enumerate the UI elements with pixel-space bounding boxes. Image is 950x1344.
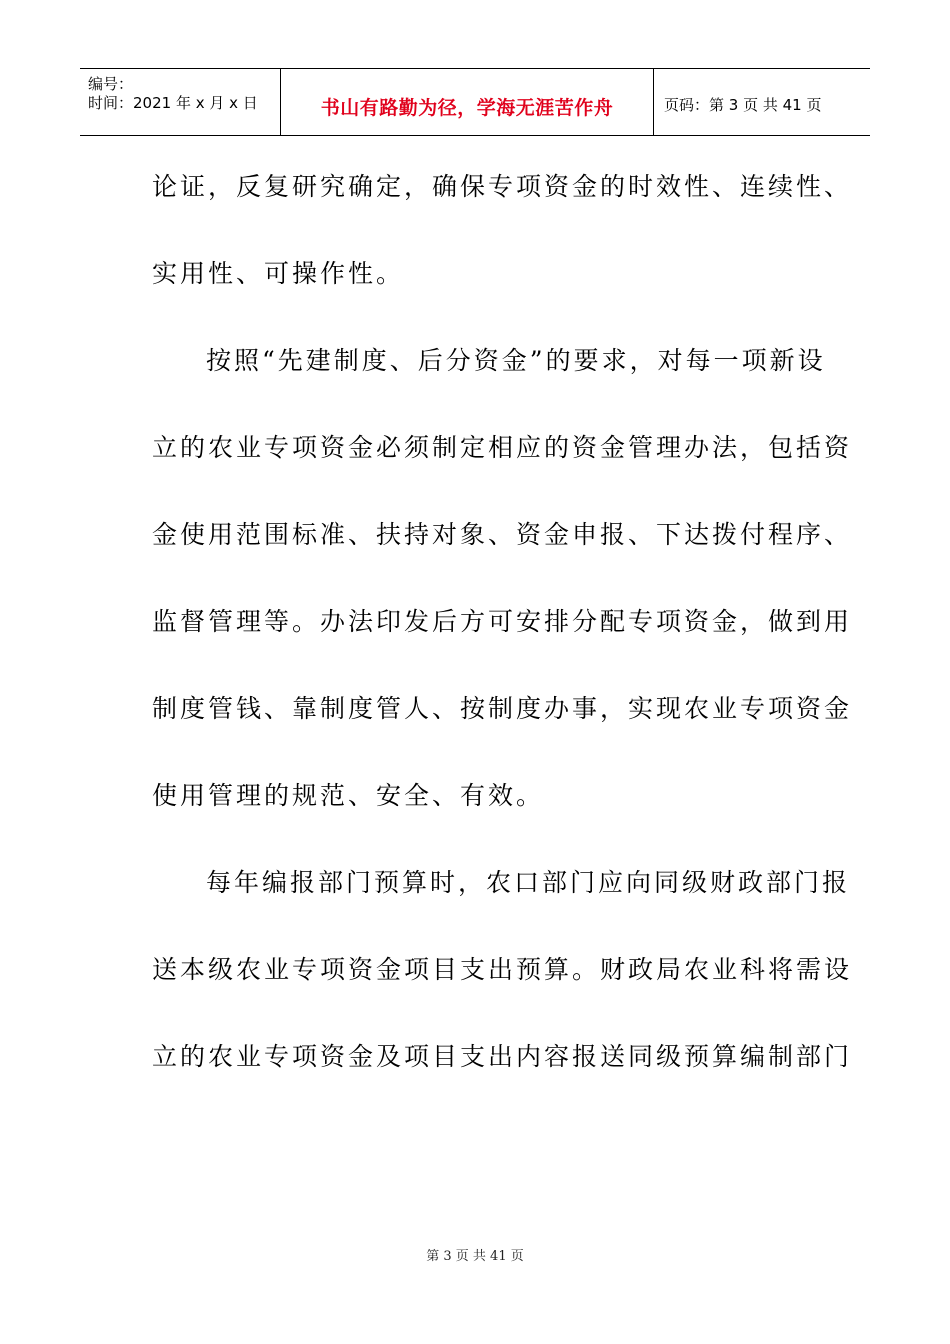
motto-text: 书山有路勤为径，学海无涯苦作舟 — [320, 97, 614, 119]
body-line: 立的农业专项资金及项目支出内容报送同级预算编制部门 — [152, 1042, 853, 1071]
page-footer: 第 3 页 共 41 页 — [426, 1249, 524, 1264]
document-body — [152, 150, 853, 1107]
body-line: 送本级农业专项资金项目支出预算。财政局农业科将需设 — [152, 955, 853, 984]
page-header — [80, 68, 870, 136]
date-label: 时间：2021 年 x 月 x 日 — [88, 94, 258, 112]
number-label: 编号： — [88, 75, 134, 93]
paragraph-start-line: 按照“先建制度、后分资金”的要求，对每一项新设 — [206, 346, 826, 375]
header-meta — [80, 69, 281, 135]
body-line: 使用管理的规范、安全、有效。 — [152, 781, 545, 810]
header-motto-cell — [281, 69, 654, 135]
header-page-info: 页码：第 3 页 共 41 页 — [664, 96, 822, 114]
body-line: 金使用范围标准、扶持对象、资金申报、下达拨付程序、 — [152, 520, 853, 549]
body-line: 制度管钱、靠制度管人、按制度办事，实现农业专项资金 — [152, 694, 853, 723]
paragraph-start-line: 每年编报部门预算时，农口部门应向同级财政部门报 — [206, 868, 851, 897]
body-line: 论证，反复研究确定，确保专项资金的时效性、连续性、 — [152, 172, 853, 201]
body-line: 实用性、可操作性。 — [152, 259, 405, 288]
header-page-cell — [654, 69, 870, 135]
body-line: 监督管理等。办法印发后方可安排分配专项资金，做到用 — [152, 607, 853, 636]
body-line: 立的农业专项资金必须制定相应的资金管理办法，包括资 — [152, 433, 853, 462]
